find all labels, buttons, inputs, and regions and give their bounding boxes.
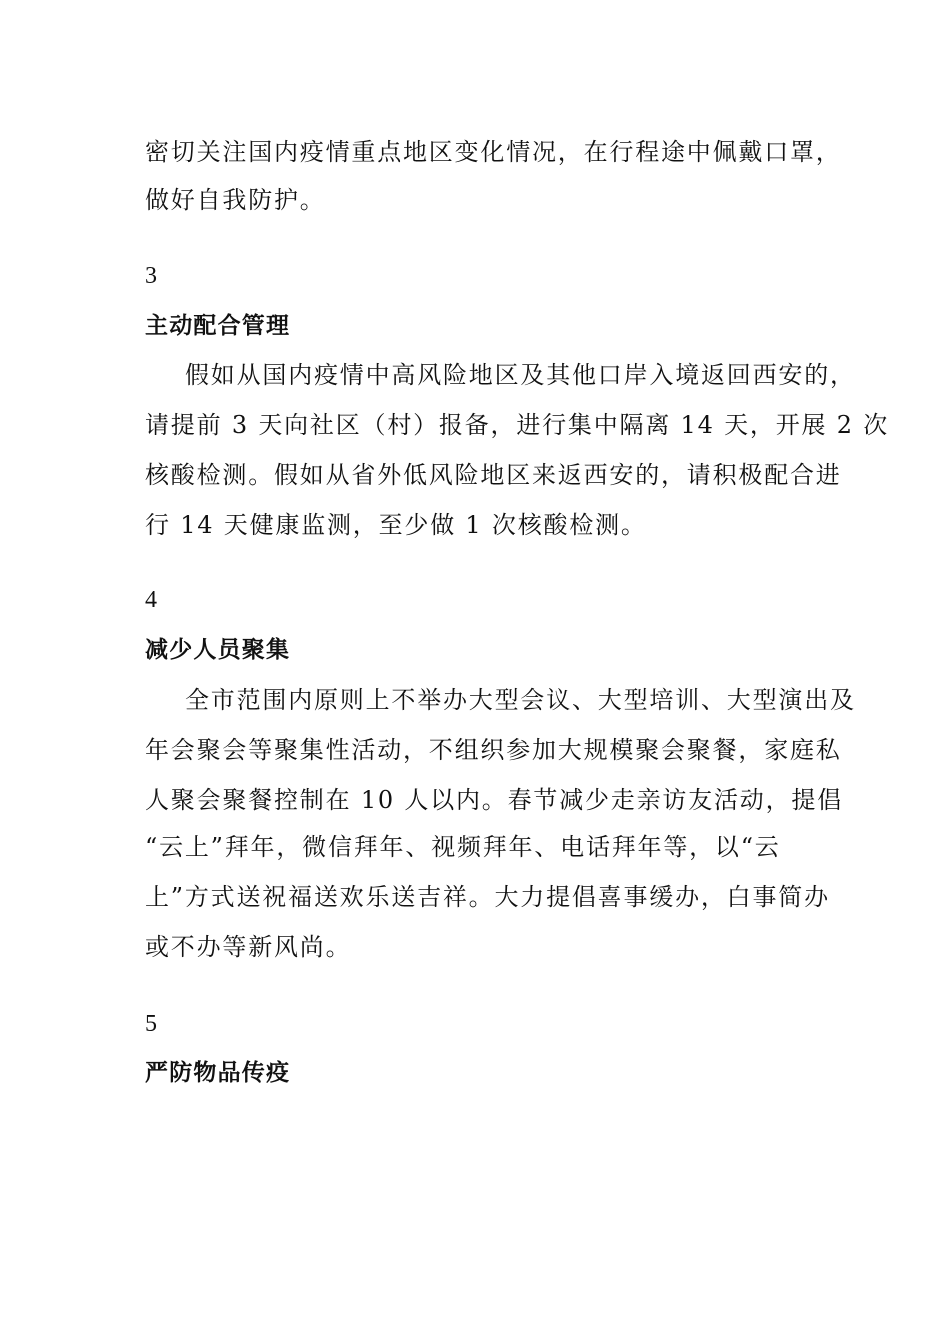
- section-number: 5: [145, 1011, 157, 1037]
- paragraph-line: 上”方式送祝福送欢乐送吉祥。大力提倡喜事缓办，白事简办: [145, 883, 830, 911]
- section-number: 4: [145, 587, 157, 613]
- paragraph-line: 行 14 天健康监测，至少做 1 次核酸检测。: [145, 511, 647, 539]
- section-number: 3: [145, 263, 157, 289]
- paragraph-line: 人聚会聚餐控制在 10 人以内。春节减少走亲访友活动，提倡: [145, 786, 843, 814]
- paragraph-line: 全市范围内原则上不举办大型会议、大型培训、大型演出及: [185, 686, 856, 714]
- paragraph-line: 请提前 3 天向社区（村）报备，进行集中隔离 14 天，开展 2 次: [145, 411, 890, 439]
- paragraph-line: 或不办等新风尚。: [145, 933, 352, 961]
- paragraph-line: 核酸检测。假如从省外低风险地区来返西安的，请积极配合进: [145, 461, 842, 489]
- paragraph-line: “云上”拜年，微信拜年、视频拜年、电话拜年等，以“云: [145, 833, 781, 861]
- paragraph-line: 密切关注国内疫情重点地区变化情况，在行程途中佩戴口罩，: [145, 138, 842, 166]
- section-title: 主动配合管理: [145, 313, 291, 339]
- section-title: 严防物品传疫: [145, 1060, 291, 1086]
- paragraph-line: 年会聚会等聚集性活动，不组织参加大规模聚会聚餐，家庭私: [145, 736, 842, 764]
- section-title: 减少人员聚集: [145, 637, 291, 663]
- paragraph-line: 假如从国内疫情中高风险地区及其他口岸入境返回西安的，: [185, 361, 856, 389]
- paragraph-line: 做好自我防护。: [145, 186, 326, 214]
